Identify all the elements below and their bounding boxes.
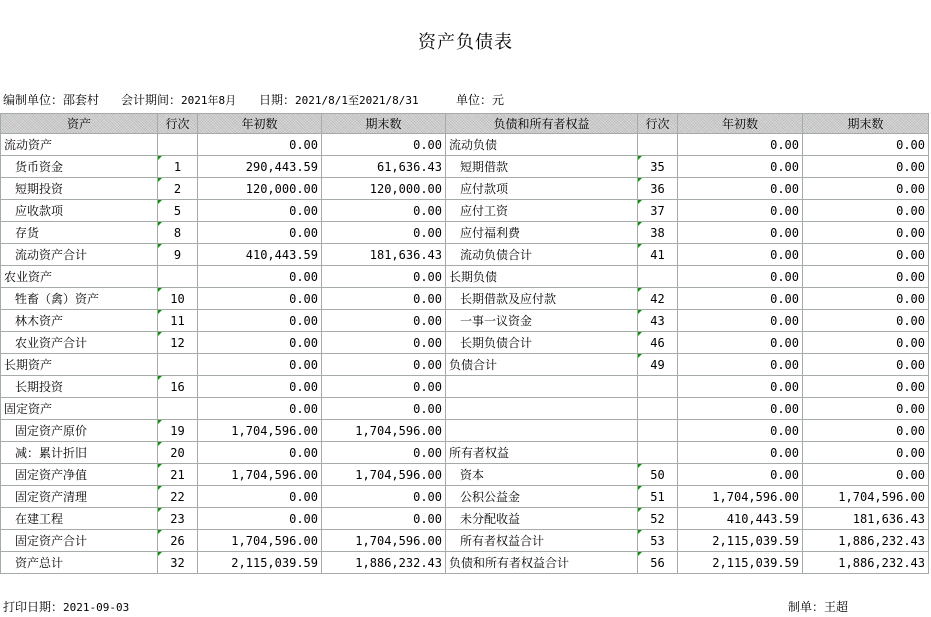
currency-value: 元 bbox=[492, 93, 505, 107]
header-begin: 年初数 bbox=[198, 114, 322, 134]
liability-row-no-cell[interactable]: 52 bbox=[638, 508, 678, 530]
asset-begin-cell[interactable]: 1,704,596.00 bbox=[198, 464, 322, 486]
liability-begin-cell[interactable]: 1,704,596.00 bbox=[678, 486, 803, 508]
liability-begin-cell[interactable]: 0.00 bbox=[678, 398, 803, 420]
header-row-no-right: 行次 bbox=[638, 114, 678, 134]
asset-begin-cell[interactable]: 410,443.59 bbox=[198, 244, 322, 266]
asset-begin-cell[interactable]: 0.00 bbox=[198, 222, 322, 244]
asset-begin-cell[interactable]: 0.00 bbox=[198, 508, 322, 530]
table-row bbox=[1, 156, 929, 178]
liability-begin-cell[interactable]: 0.00 bbox=[678, 266, 803, 288]
liability-row-no-cell[interactable]: 38 bbox=[638, 222, 678, 244]
asset-label-cell[interactable]: 存货 bbox=[1, 222, 158, 244]
liability-label-cell[interactable]: 长期负债 bbox=[446, 266, 638, 288]
asset-begin-cell[interactable]: 0.00 bbox=[198, 266, 322, 288]
asset-label-cell[interactable]: 固定资产原价 bbox=[1, 420, 158, 442]
unit-value: 邵套村 bbox=[63, 93, 100, 107]
asset-row-no-cell[interactable]: 8 bbox=[158, 222, 198, 244]
print-date bbox=[3, 598, 129, 615]
asset-label-cell[interactable]: 农业资产合计 bbox=[1, 332, 158, 354]
asset-end-cell[interactable]: 61,636.43 bbox=[322, 156, 446, 178]
asset-label-cell[interactable]: 林木资产 bbox=[1, 310, 158, 332]
report-meta bbox=[3, 91, 504, 108]
liability-row-no-cell[interactable]: 50 bbox=[638, 464, 678, 486]
liability-end-cell[interactable]: 0.00 bbox=[803, 134, 929, 156]
asset-begin-cell[interactable]: 0.00 bbox=[198, 332, 322, 354]
table-row bbox=[1, 222, 929, 244]
header-liabilities: 负债和所有者权益 bbox=[446, 114, 638, 134]
asset-label-cell[interactable]: 应收款项 bbox=[1, 200, 158, 222]
asset-begin-cell[interactable]: 1,704,596.00 bbox=[198, 530, 322, 552]
table-row bbox=[1, 266, 929, 288]
liability-begin-cell[interactable]: 0.00 bbox=[678, 420, 803, 442]
liability-row-no-cell[interactable]: 46 bbox=[638, 332, 678, 354]
header-end: 期末数 bbox=[322, 114, 446, 134]
table-row bbox=[1, 134, 929, 156]
asset-end-cell[interactable]: 0.00 bbox=[322, 442, 446, 464]
table-row bbox=[1, 376, 929, 398]
asset-row-no-cell[interactable]: 12 bbox=[158, 332, 198, 354]
liability-end-cell[interactable]: 0.00 bbox=[803, 332, 929, 354]
table-row bbox=[1, 530, 929, 552]
report-title: 资产负债表 bbox=[418, 32, 513, 53]
asset-row-no-cell[interactable] bbox=[158, 266, 198, 288]
asset-end-cell[interactable]: 0.00 bbox=[322, 200, 446, 222]
asset-end-cell[interactable]: 0.00 bbox=[322, 332, 446, 354]
liability-begin-cell[interactable]: 0.00 bbox=[678, 354, 803, 376]
asset-label-cell[interactable]: 短期投资 bbox=[1, 178, 158, 200]
table-row bbox=[1, 508, 929, 530]
table-row bbox=[1, 486, 929, 508]
liability-begin-cell[interactable]: 0.00 bbox=[678, 222, 803, 244]
asset-begin-cell[interactable]: 2,115,039.59 bbox=[198, 552, 322, 574]
date-label: 日期： bbox=[259, 93, 296, 107]
asset-row-no-cell[interactable] bbox=[158, 134, 198, 156]
period-label: 会计期间： bbox=[121, 93, 182, 107]
liability-label-cell[interactable] bbox=[446, 420, 638, 442]
asset-end-cell[interactable]: 0.00 bbox=[322, 266, 446, 288]
table-row bbox=[1, 244, 929, 266]
liability-end-cell[interactable]: 0.00 bbox=[803, 420, 929, 442]
asset-row-no-cell[interactable]: 26 bbox=[158, 530, 198, 552]
liability-end-cell[interactable]: 0.00 bbox=[803, 178, 929, 200]
table-row bbox=[1, 354, 929, 376]
asset-row-no-cell[interactable]: 11 bbox=[158, 310, 198, 332]
asset-begin-cell[interactable]: 0.00 bbox=[198, 398, 322, 420]
asset-end-cell[interactable]: 0.00 bbox=[322, 134, 446, 156]
liability-begin-cell[interactable]: 0.00 bbox=[678, 332, 803, 354]
table-row bbox=[1, 552, 929, 574]
asset-end-cell[interactable]: 0.00 bbox=[322, 376, 446, 398]
asset-label-cell[interactable]: 长期投资 bbox=[1, 376, 158, 398]
date-value: 2021/8/1至2021/8/31 bbox=[295, 94, 419, 107]
asset-begin-cell[interactable]: 120,000.00 bbox=[198, 178, 322, 200]
asset-begin-cell[interactable]: 0.00 bbox=[198, 310, 322, 332]
table-body bbox=[1, 134, 929, 574]
maker-label: 制单： bbox=[788, 600, 825, 614]
asset-row-no-cell[interactable] bbox=[158, 354, 198, 376]
asset-row-no-cell[interactable]: 20 bbox=[158, 442, 198, 464]
asset-row-no-cell[interactable]: 23 bbox=[158, 508, 198, 530]
liability-end-cell[interactable]: 0.00 bbox=[803, 288, 929, 310]
asset-label-cell[interactable]: 农业资产 bbox=[1, 266, 158, 288]
table-row bbox=[1, 442, 929, 464]
asset-begin-cell[interactable]: 0.00 bbox=[198, 376, 322, 398]
liability-begin-cell[interactable]: 2,115,039.59 bbox=[678, 530, 803, 552]
liability-end-cell[interactable]: 0.00 bbox=[803, 442, 929, 464]
unit-field bbox=[3, 91, 121, 108]
liability-end-cell[interactable]: 0.00 bbox=[803, 266, 929, 288]
liability-row-no-cell[interactable] bbox=[638, 266, 678, 288]
table-row bbox=[1, 332, 929, 354]
asset-end-cell[interactable]: 0.00 bbox=[322, 288, 446, 310]
liability-label-cell[interactable]: 应付款项 bbox=[446, 178, 638, 200]
asset-begin-cell[interactable]: 290,443.59 bbox=[198, 156, 322, 178]
asset-label-cell[interactable]: 货币资金 bbox=[1, 156, 158, 178]
asset-label-cell[interactable]: 在建工程 bbox=[1, 508, 158, 530]
asset-end-cell[interactable]: 120,000.00 bbox=[322, 178, 446, 200]
liability-label-cell[interactable] bbox=[446, 376, 638, 398]
liability-begin-cell[interactable]: 0.00 bbox=[678, 200, 803, 222]
asset-begin-cell[interactable]: 0.00 bbox=[198, 288, 322, 310]
liability-begin-cell[interactable]: 0.00 bbox=[678, 310, 803, 332]
liability-end-cell[interactable]: 0.00 bbox=[803, 398, 929, 420]
liability-end-cell[interactable]: 0.00 bbox=[803, 156, 929, 178]
liability-row-no-cell[interactable] bbox=[638, 376, 678, 398]
liability-begin-cell[interactable]: 0.00 bbox=[678, 442, 803, 464]
liability-end-cell[interactable]: 1,886,232.43 bbox=[803, 530, 929, 552]
asset-begin-cell[interactable]: 0.00 bbox=[198, 354, 322, 376]
table-row bbox=[1, 200, 929, 222]
table-row bbox=[1, 310, 929, 332]
liability-row-no-cell[interactable]: 53 bbox=[638, 530, 678, 552]
liability-end-cell[interactable]: 0.00 bbox=[803, 222, 929, 244]
liability-label-cell[interactable]: 所有者权益 bbox=[446, 442, 638, 464]
maker bbox=[788, 598, 848, 615]
liability-row-no-cell[interactable]: 49 bbox=[638, 354, 678, 376]
maker-value: 王超 bbox=[824, 600, 849, 614]
liability-label-cell[interactable] bbox=[446, 398, 638, 420]
liability-label-cell[interactable]: 长期借款及应付款 bbox=[446, 288, 638, 310]
liability-row-no-cell[interactable] bbox=[638, 420, 678, 442]
asset-end-cell[interactable]: 1,704,596.00 bbox=[322, 464, 446, 486]
asset-end-cell[interactable]: 1,704,596.00 bbox=[322, 420, 446, 442]
liability-row-no-cell[interactable]: 35 bbox=[638, 156, 678, 178]
balance-sheet-table bbox=[0, 113, 929, 574]
header-row-no: 行次 bbox=[158, 114, 198, 134]
asset-label-cell[interactable]: 固定资产清理 bbox=[1, 486, 158, 508]
asset-label-cell[interactable]: 固定资产净值 bbox=[1, 464, 158, 486]
period-value: 2021年8月 bbox=[181, 94, 237, 107]
table-row bbox=[1, 288, 929, 310]
liability-end-cell[interactable]: 0.00 bbox=[803, 310, 929, 332]
table-row bbox=[1, 178, 929, 200]
asset-end-cell[interactable]: 1,886,232.43 bbox=[322, 552, 446, 574]
asset-end-cell[interactable]: 0.00 bbox=[322, 398, 446, 420]
liability-end-cell[interactable]: 0.00 bbox=[803, 200, 929, 222]
header-assets: 资产 bbox=[1, 114, 158, 134]
liability-row-no-cell[interactable]: 42 bbox=[638, 288, 678, 310]
liability-label-cell[interactable]: 所有者权益合计 bbox=[446, 530, 638, 552]
liability-row-no-cell[interactable]: 37 bbox=[638, 200, 678, 222]
liability-end-cell[interactable]: 1,886,232.43 bbox=[803, 552, 929, 574]
asset-label-cell[interactable]: 减：累计折旧 bbox=[1, 442, 158, 464]
table-row bbox=[1, 398, 929, 420]
asset-begin-cell[interactable]: 0.00 bbox=[198, 486, 322, 508]
liability-end-cell[interactable]: 0.00 bbox=[803, 244, 929, 266]
currency-field bbox=[456, 91, 504, 108]
asset-row-no-cell[interactable]: 21 bbox=[158, 464, 198, 486]
asset-end-cell[interactable]: 1,704,596.00 bbox=[322, 530, 446, 552]
liability-row-no-cell[interactable]: 41 bbox=[638, 244, 678, 266]
liability-row-no-cell[interactable]: 56 bbox=[638, 552, 678, 574]
print-date-label: 打印日期： bbox=[3, 600, 64, 614]
unit-label: 编制单位： bbox=[3, 93, 64, 107]
asset-label-cell[interactable]: 流动资产 bbox=[1, 134, 158, 156]
table-row bbox=[1, 420, 929, 442]
asset-row-no-cell[interactable]: 22 bbox=[158, 486, 198, 508]
asset-label-cell[interactable]: 资产总计 bbox=[1, 552, 158, 574]
table-row bbox=[1, 464, 929, 486]
liability-row-no-cell[interactable]: 36 bbox=[638, 178, 678, 200]
period-field bbox=[121, 91, 259, 108]
liability-label-cell[interactable]: 流动负债 bbox=[446, 134, 638, 156]
asset-row-no-cell[interactable]: 9 bbox=[158, 244, 198, 266]
asset-label-cell[interactable]: 流动资产合计 bbox=[1, 244, 158, 266]
asset-label-cell[interactable]: 固定资产合计 bbox=[1, 530, 158, 552]
liability-label-cell[interactable]: 应付工资 bbox=[446, 200, 638, 222]
liability-label-cell[interactable]: 负债合计 bbox=[446, 354, 638, 376]
liability-end-cell[interactable]: 181,636.43 bbox=[803, 508, 929, 530]
liability-begin-cell[interactable]: 0.00 bbox=[678, 288, 803, 310]
liability-end-cell[interactable]: 0.00 bbox=[803, 354, 929, 376]
liability-end-cell[interactable]: 1,704,596.00 bbox=[803, 486, 929, 508]
asset-end-cell[interactable]: 0.00 bbox=[322, 508, 446, 530]
liability-end-cell[interactable]: 0.00 bbox=[803, 464, 929, 486]
asset-label-cell[interactable]: 固定资产 bbox=[1, 398, 158, 420]
liability-row-no-cell[interactable]: 43 bbox=[638, 310, 678, 332]
liability-label-cell[interactable]: 应付福利费 bbox=[446, 222, 638, 244]
asset-end-cell[interactable]: 0.00 bbox=[322, 222, 446, 244]
liability-begin-cell[interactable]: 0.00 bbox=[678, 376, 803, 398]
asset-begin-cell[interactable]: 1,704,596.00 bbox=[198, 420, 322, 442]
asset-begin-cell[interactable]: 0.00 bbox=[198, 134, 322, 156]
liability-begin-cell[interactable]: 0.00 bbox=[678, 244, 803, 266]
liability-begin-cell[interactable]: 2,115,039.59 bbox=[678, 552, 803, 574]
liability-label-cell[interactable]: 资本 bbox=[446, 464, 638, 486]
liability-end-cell[interactable]: 0.00 bbox=[803, 376, 929, 398]
currency-label: 单位： bbox=[456, 93, 493, 107]
liability-row-no-cell[interactable] bbox=[638, 442, 678, 464]
asset-row-no-cell[interactable]: 19 bbox=[158, 420, 198, 442]
asset-label-cell[interactable]: 长期资产 bbox=[1, 354, 158, 376]
liability-label-cell[interactable]: 长期负债合计 bbox=[446, 332, 638, 354]
liability-begin-cell[interactable]: 0.00 bbox=[678, 464, 803, 486]
liability-label-cell[interactable]: 短期借款 bbox=[446, 156, 638, 178]
header-row bbox=[1, 114, 929, 134]
liability-label-cell[interactable]: 负债和所有者权益合计 bbox=[446, 552, 638, 574]
asset-row-no-cell[interactable]: 16 bbox=[158, 376, 198, 398]
asset-begin-cell[interactable]: 0.00 bbox=[198, 442, 322, 464]
asset-row-no-cell[interactable]: 10 bbox=[158, 288, 198, 310]
liability-row-no-cell[interactable] bbox=[638, 398, 678, 420]
asset-begin-cell[interactable]: 0.00 bbox=[198, 200, 322, 222]
print-date-value: 2021-09-03 bbox=[63, 601, 130, 614]
asset-end-cell[interactable]: 0.00 bbox=[322, 310, 446, 332]
asset-row-no-cell[interactable]: 5 bbox=[158, 200, 198, 222]
asset-row-no-cell[interactable]: 1 bbox=[158, 156, 198, 178]
liability-begin-cell[interactable]: 0.00 bbox=[678, 156, 803, 178]
asset-row-no-cell[interactable] bbox=[158, 398, 198, 420]
asset-end-cell[interactable]: 0.00 bbox=[322, 486, 446, 508]
asset-end-cell[interactable]: 0.00 bbox=[322, 354, 446, 376]
asset-row-no-cell[interactable]: 2 bbox=[158, 178, 198, 200]
liability-label-cell[interactable]: 一事一议资金 bbox=[446, 310, 638, 332]
liability-row-no-cell[interactable]: 51 bbox=[638, 486, 678, 508]
date-field bbox=[259, 91, 456, 108]
asset-end-cell[interactable]: 181,636.43 bbox=[322, 244, 446, 266]
asset-row-no-cell[interactable]: 32 bbox=[158, 552, 198, 574]
liability-begin-cell[interactable]: 0.00 bbox=[678, 178, 803, 200]
liability-begin-cell[interactable]: 410,443.59 bbox=[678, 508, 803, 530]
asset-label-cell[interactable]: 牲畜（禽）资产 bbox=[1, 288, 158, 310]
header-end-right: 期末数 bbox=[803, 114, 929, 134]
liability-row-no-cell[interactable] bbox=[638, 134, 678, 156]
liability-label-cell[interactable]: 流动负债合计 bbox=[446, 244, 638, 266]
liability-label-cell[interactable]: 未分配收益 bbox=[446, 508, 638, 530]
liability-begin-cell[interactable]: 0.00 bbox=[678, 134, 803, 156]
header-begin-right: 年初数 bbox=[678, 114, 803, 134]
liability-label-cell[interactable]: 公积公益金 bbox=[446, 486, 638, 508]
